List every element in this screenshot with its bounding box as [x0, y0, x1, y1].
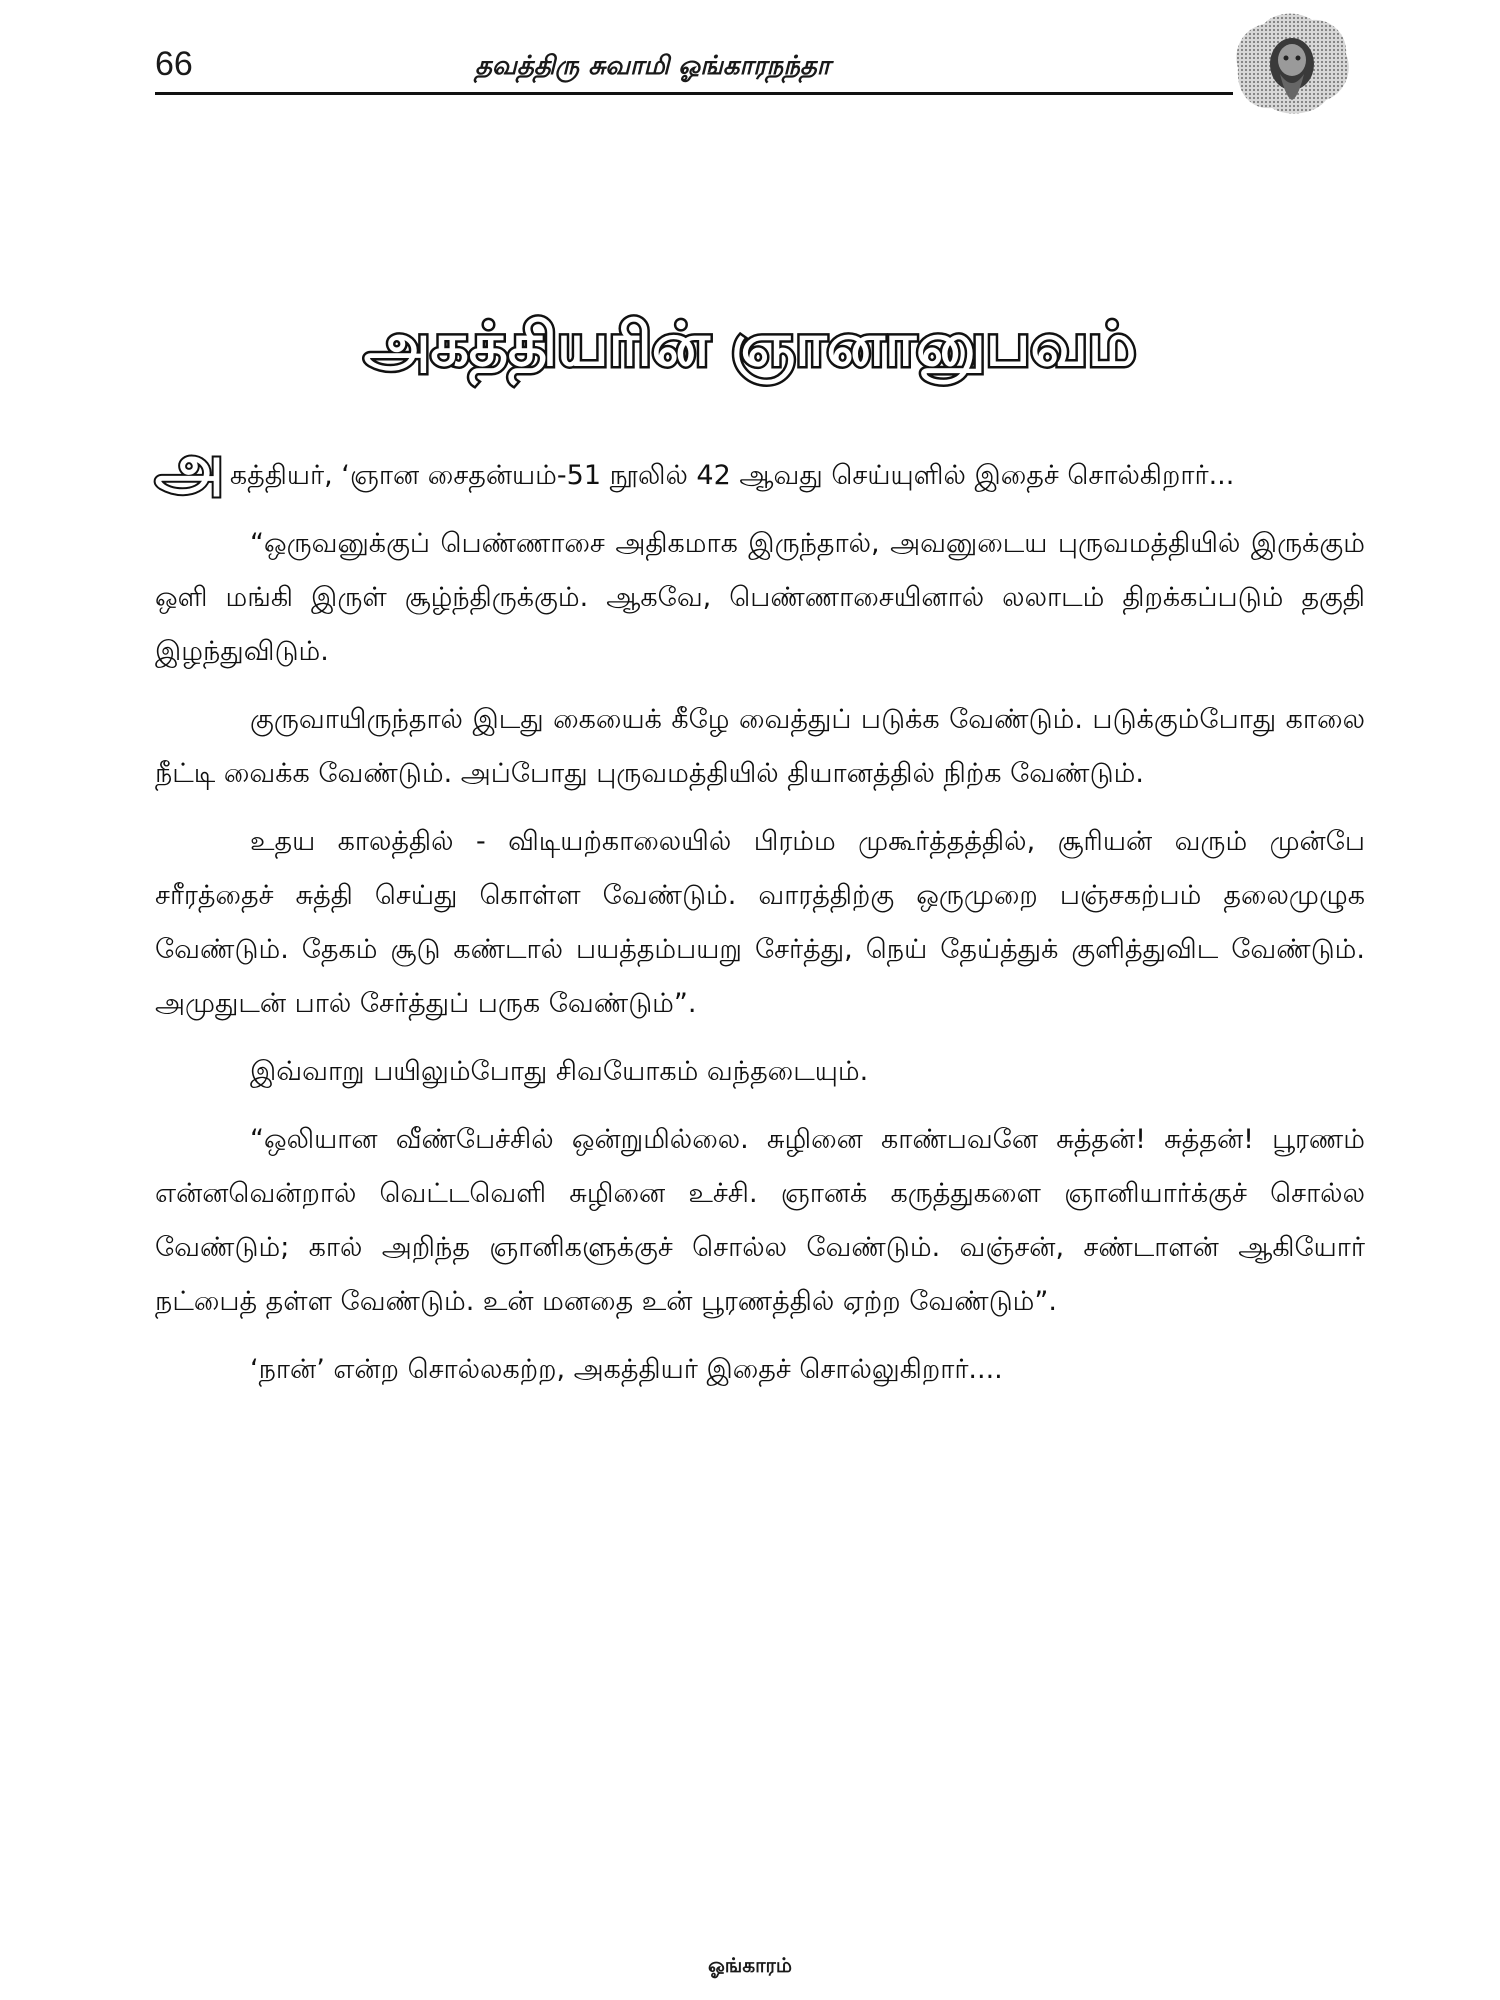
page-footer: ஓங்காரம் [708, 1953, 792, 1977]
paragraph: உதய காலத்தில் - விடியற்காலையில் பிரம்ம முகூர்த்தத்தில், சூரியன் வரும் முன்பே சரீரத்தைச் சுத்தி செய்து கொள்ள வேண்டும். வாரத்திற்கு ஒருமுறை பஞ்சகற்பம் தலைமுழுக வேண்டும். தேகம் சூடு கண்டால் பயத்தம்பயறு சேர்த்து, நெய் தேய்த்துக் குளித்துவிட வேண்டும். அமுதுடன் பால் சேர்த்துப் பருக வேண்டும்”. [155, 826, 1365, 1019]
paragraph: இவ்வாறு பயிலும்போது சிவயோகம் வந்தடையும். [250, 1056, 869, 1087]
drop-cap: அ [155, 430, 224, 503]
paragraph [155, 430, 1365, 503]
body-text [155, 430, 1365, 1411]
page-number: 66 [155, 45, 193, 83]
paragraph: “ஒலியான வீண்பேச்சில் ஒன்றுமில்லை. சுழினை காண்பவனே சுத்தன்! சுத்தன்! பூரணம் என்னவென்றால் வெட்டவெளி சுழினை உச்சி. ஞானக் கருத்துகளை ஞானியார்க்குச் சொல்ல வேண்டும்; கால் அறிந்த ஞானிகளுக்குச் சொல்ல வேண்டும். வஞ்சன், சண்டாளன் ஆகியோர் நட்பைத் தள்ள வேண்டும். உன் மனதை உன் பூரணத்தில் ஏற்ற வேண்டும்”. [155, 1124, 1365, 1317]
paragraph: குருவாயிருந்தால் இடது கையைக் கீழே வைத்துப் படுக்க வேண்டும். படுக்கும்போது காலை நீட்டி வைக்க வேண்டும். அப்போது புருவமத்தியில் தியானத்தில் நிற்க வேண்டும். [155, 704, 1365, 789]
paragraph: “ஒருவனுக்குப் பெண்ணாசை அதிகமாக இருந்தால், அவனுடைய புருவமத்தியில் இருக்கும் ஒளி மங்கி இருள் சூழ்ந்திருக்கும். ஆகவே, பெண்ணாசையினால் லலாடம் திறக்கப்படும் தகுதி இழந்துவிடும். [155, 528, 1365, 667]
page-header [155, 38, 1225, 98]
paragraph-text: கத்தியர், ‘ஞான சைதன்யம்-51 நூலில் 42 ஆவது செய்யுளில் இதைச் சொல்கிறார்... [229, 460, 1235, 491]
chapter-title: அகத்தியரின் ஞானானுபவம் [363, 310, 1137, 380]
paragraph: ‘நான்’ என்ற சொல்லகற்ற, அகத்தியர் இதைச் சொல்லுகிறார்.... [250, 1354, 1003, 1385]
running-title: தவத்திரு சுவாமி ஓங்காரநந்தா [475, 51, 831, 81]
header-divider [155, 92, 1233, 95]
portrait-emblem-icon [1228, 8, 1354, 120]
